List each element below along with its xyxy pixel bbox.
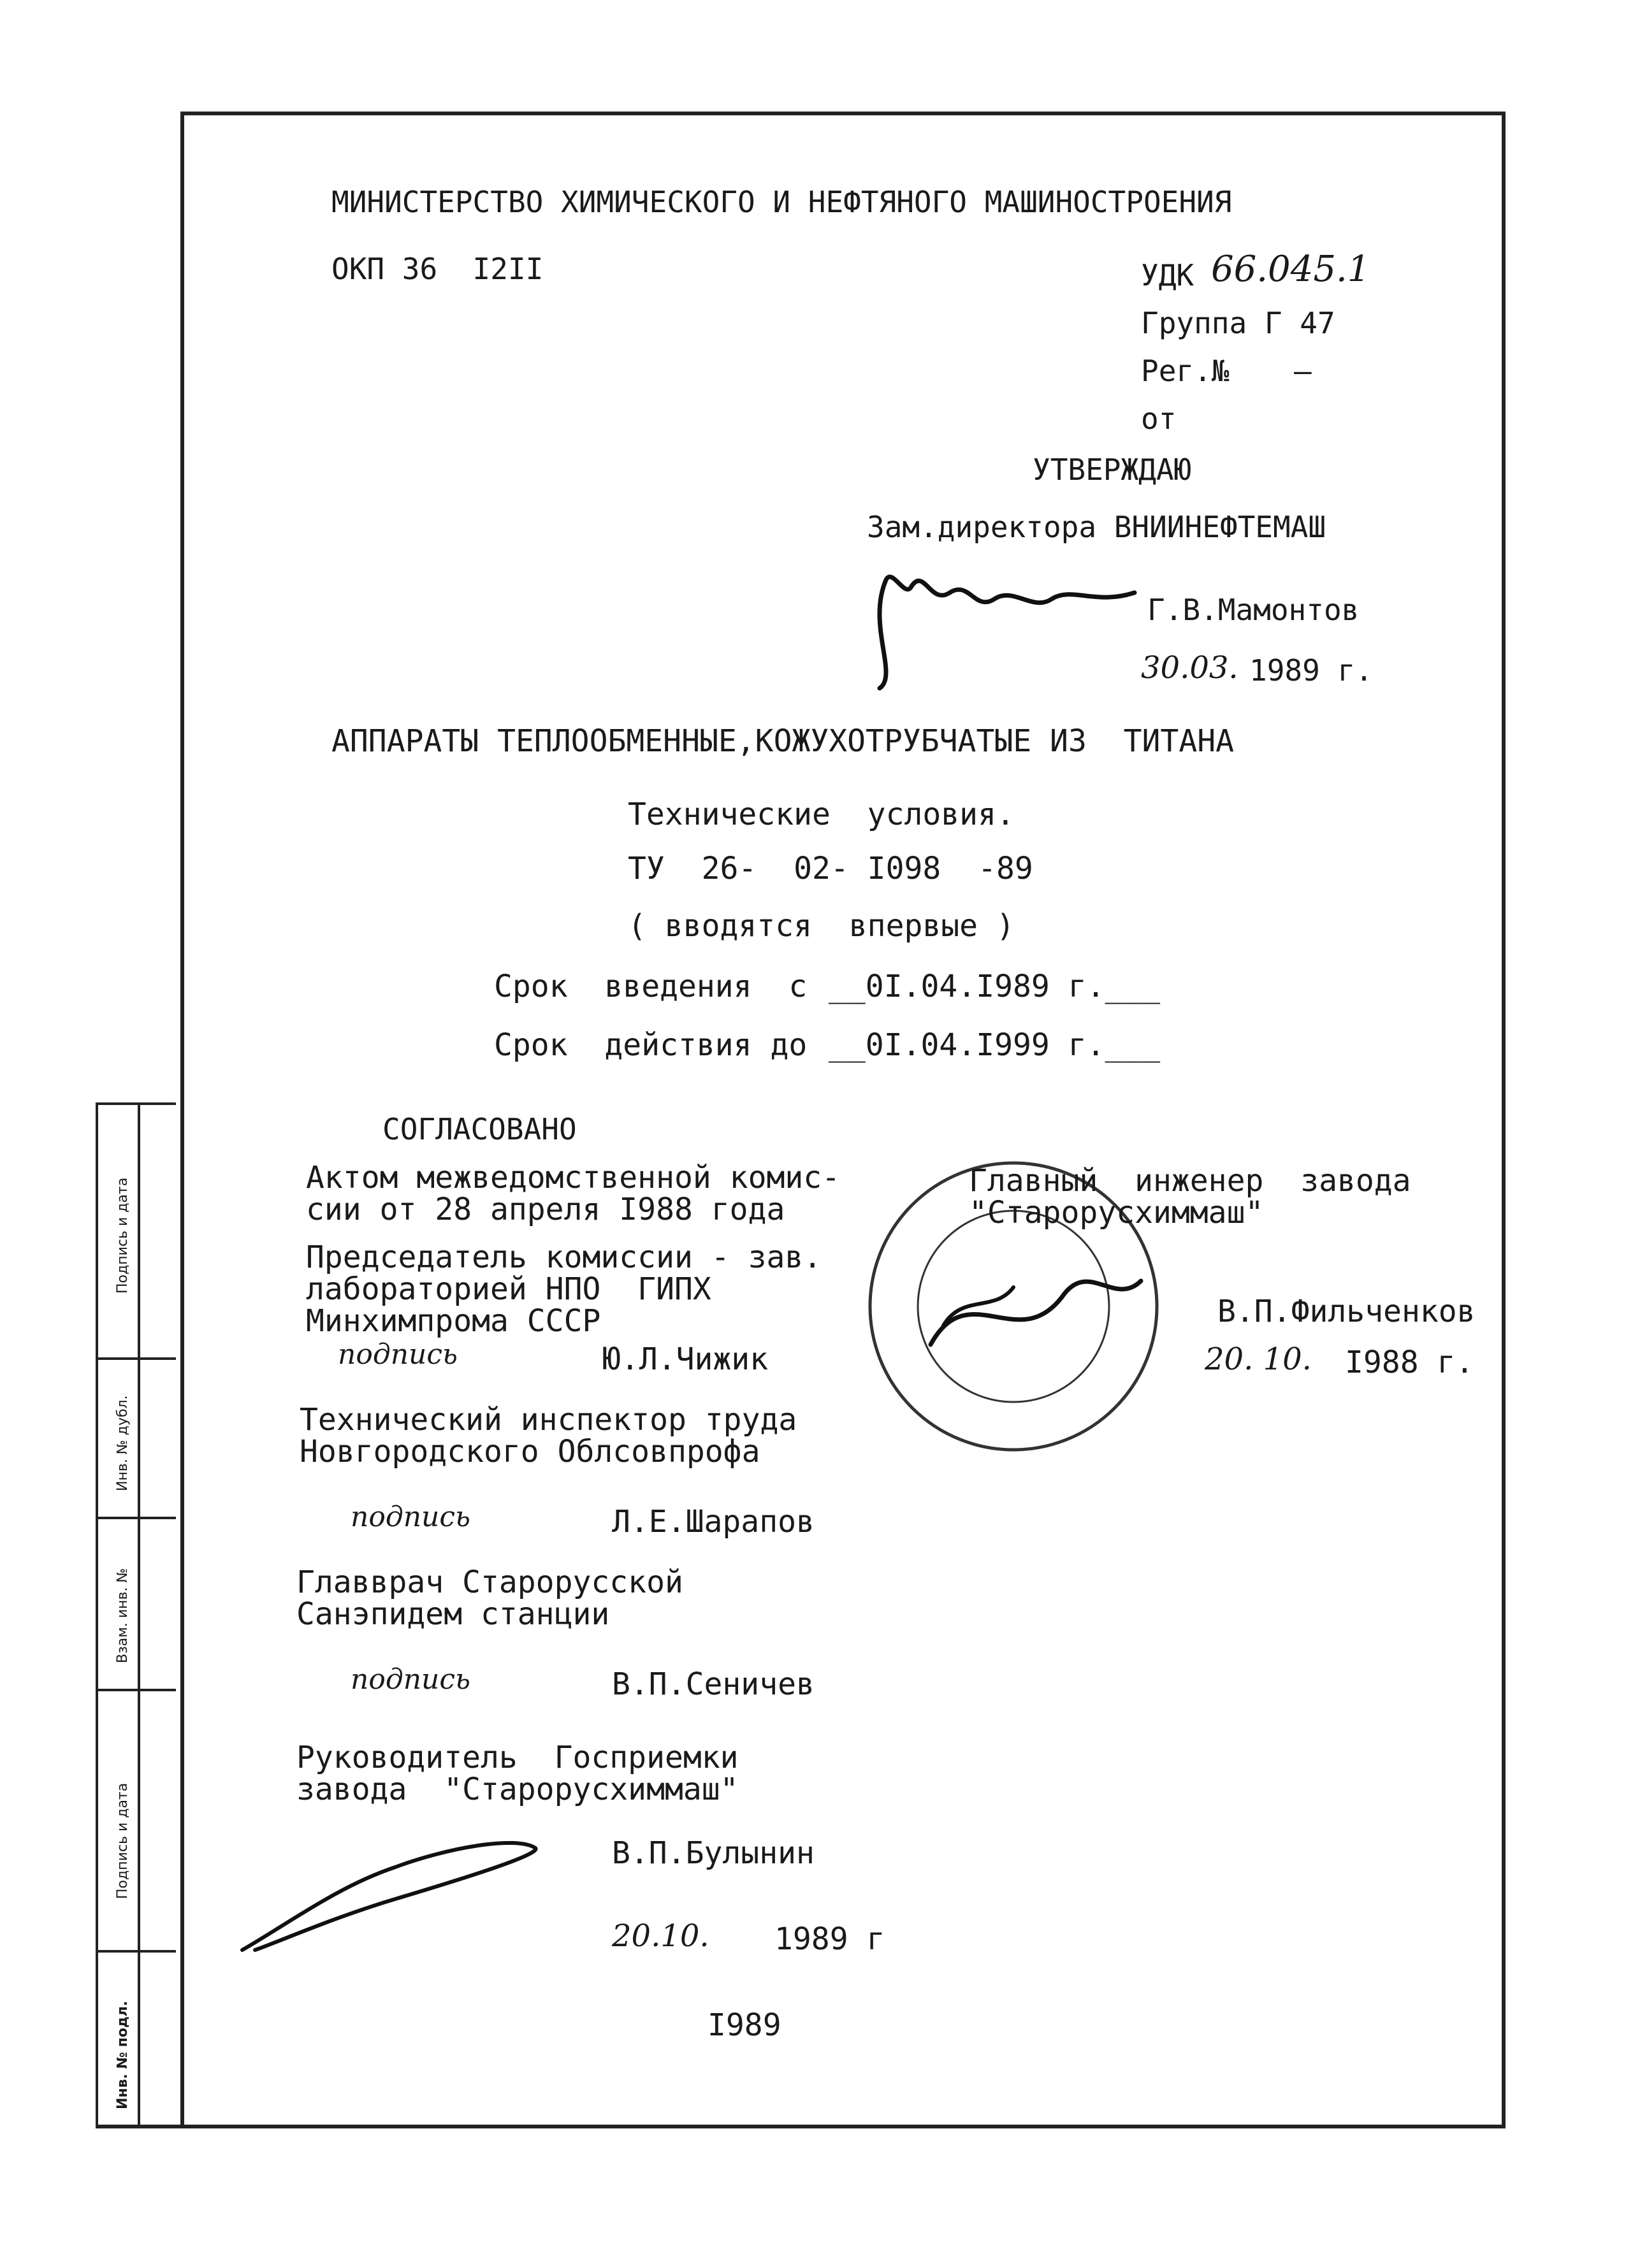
frame-right-border xyxy=(1502,112,1506,2128)
agreed-act-line: Актом межведомственной комис- xyxy=(306,1160,841,1195)
engineer-date-hand: 20. 10. xyxy=(1205,1341,1312,1377)
head-line: завода "Старорусхиммаш" xyxy=(296,1772,739,1807)
chair-name: Ю.Л.Чижик xyxy=(602,1341,769,1377)
document-code: ТУ 26- 02- I098 -89 xyxy=(628,851,1033,886)
head-date-year: 1989 г xyxy=(774,1921,885,1957)
start-date-value: __0I.04.I989 г.___ xyxy=(829,969,1161,1004)
udk-value: 66.045.1 xyxy=(1211,249,1370,290)
chair-line: Минхимпрома СССР xyxy=(306,1303,601,1339)
doctor-line: Санэпидем станции xyxy=(296,1596,610,1632)
document-note: ( вводятся впервые ) xyxy=(628,908,1015,944)
head-date-hand: 20.10. xyxy=(612,1918,709,1954)
engineer-name: В.П.Фильченков xyxy=(1217,1294,1476,1329)
strip-cell xyxy=(96,1102,176,1105)
strip-cell xyxy=(96,1950,176,1953)
frame-bottom-border xyxy=(96,2125,1506,2128)
inspector-line: Новгородского Облсовпрофа xyxy=(300,1434,760,1470)
strip-label: Инв. № подл. xyxy=(115,2000,131,2109)
strip-label: Подпись и дата xyxy=(115,1177,131,1294)
approval-date-hand: 30.03. xyxy=(1141,650,1238,686)
chair-line: Председатель комиссии - зав. xyxy=(306,1239,822,1275)
doctor-sign: подпись xyxy=(351,1663,470,1696)
engineer-line: Главный инженер завода xyxy=(969,1163,1411,1199)
strip-cell xyxy=(96,1357,176,1360)
approval-date-year: 1989 г. xyxy=(1249,653,1373,688)
engineer-date-year: I988 г. xyxy=(1345,1345,1474,1380)
engineer-line: "Старорусхиммаш" xyxy=(969,1195,1264,1231)
head-signature xyxy=(236,1823,567,1963)
approval-name: Г.В.Мамонтов xyxy=(1147,593,1360,627)
strip-cell xyxy=(96,1517,176,1519)
head-name: В.П.Булынин xyxy=(612,1835,815,1871)
strip-label: Подпись и дата xyxy=(115,1782,131,1899)
chair-line: лабораторией НПО ГИПХ xyxy=(306,1271,711,1307)
strip-cell xyxy=(96,1689,176,1691)
footer-year: I989 xyxy=(708,2007,781,2043)
head-line: Руководитель Госприемки xyxy=(296,1740,739,1775)
group-code: Группа Г 47 xyxy=(1141,306,1335,340)
start-date-label: Срок введения с xyxy=(494,969,808,1004)
strip-label: Инв. № дубл. xyxy=(115,1395,131,1491)
approval-signature xyxy=(841,548,1173,701)
inspector-name: Л.Е.Шарапов xyxy=(612,1504,815,1540)
strip-line xyxy=(138,1102,140,2128)
frame-top-border xyxy=(184,112,1504,115)
end-date-value: __0I.04.I999 г.___ xyxy=(829,1027,1161,1063)
inspector-sign: подпись xyxy=(351,1501,470,1533)
inspector-line: Технический инспектор труда xyxy=(300,1402,797,1438)
udk-label: УДК xyxy=(1141,258,1194,293)
okp-code: ОКП 36 I2II xyxy=(331,252,544,286)
approval-position: Зам.директора ВНИИНЕФТЕМАШ xyxy=(867,510,1326,544)
agreed-title: СОГЛАСОВАНО xyxy=(382,1112,577,1146)
document-subtitle: Технические условия. xyxy=(628,797,1015,832)
strip-label: Взам. инв. № xyxy=(115,1568,131,1663)
end-date-label: Срок действия до xyxy=(494,1027,808,1063)
frame-left-border xyxy=(180,112,184,2128)
reg-from: от xyxy=(1141,401,1177,436)
ministry-title: МИНИСТЕРСТВО ХИМИЧЕСКОГО И НЕФТЯНОГО МАШИНОСТРОЕНИЯ xyxy=(331,185,1232,219)
approval-title: УТВЕРЖДАЮ xyxy=(1033,452,1192,487)
reg-value: — xyxy=(1294,354,1312,388)
strip-line xyxy=(96,1102,98,2128)
doctor-line: Главврач Старорусской xyxy=(296,1564,683,1600)
reg-label: Рег.№ xyxy=(1141,354,1230,388)
side-stamp-strip xyxy=(96,1102,176,2128)
chair-sign: подпись xyxy=(338,1338,458,1371)
document-title: АППАРАТЫ ТЕПЛООБМЕННЫЕ,КОЖУХОТРУБЧАТЫЕ ИЗ ТИТАНА xyxy=(331,723,1235,759)
doctor-name: В.П.Сеничев xyxy=(612,1666,815,1702)
agreed-act-line: сии от 28 апреля I988 года xyxy=(306,1192,785,1227)
